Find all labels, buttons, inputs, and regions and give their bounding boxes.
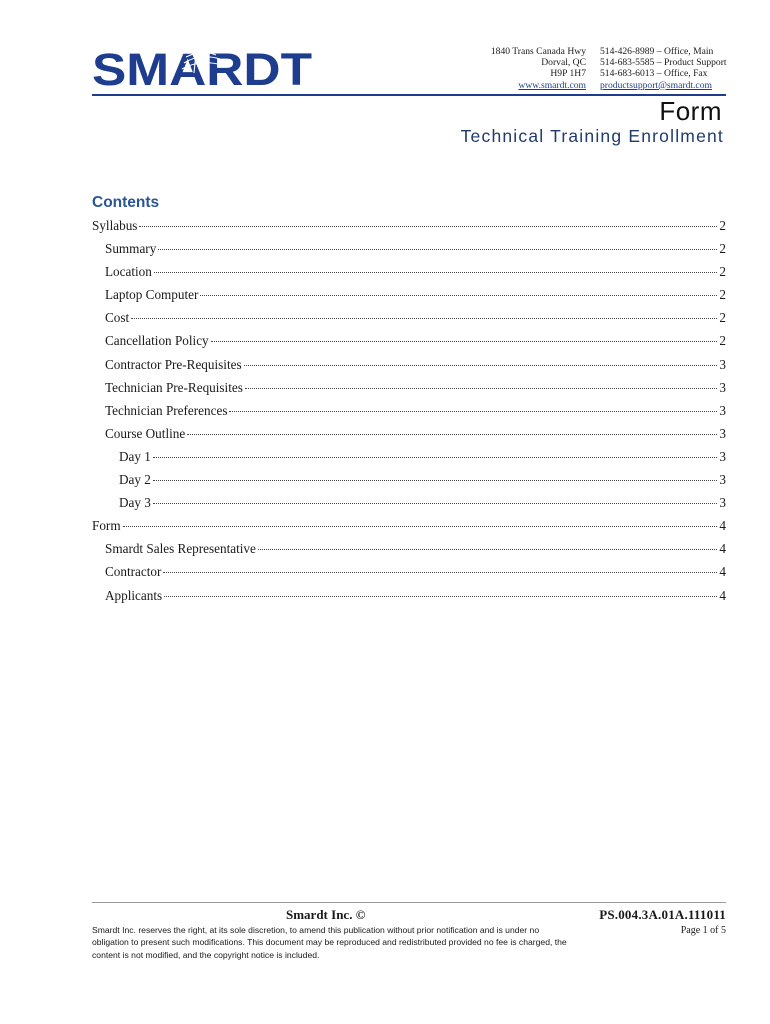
toc-page-number: 3	[719, 472, 726, 488]
toc-page-number: 3	[719, 379, 726, 395]
document-title: Technical Training Enrollment	[460, 126, 724, 146]
toc-entry-day-2[interactable]	[92, 472, 726, 495]
toc-label: Smardt Sales Representative	[105, 541, 256, 557]
toc-label: Contractor Pre-Requisites	[105, 356, 242, 372]
toc-entry-form[interactable]	[92, 518, 726, 541]
phone-support: 514-683-5585 – Product Support	[600, 57, 727, 69]
phone-main: 514-426-8989 – Office, Main	[600, 46, 714, 57]
logo-wordmark: SMARDT	[92, 47, 312, 91]
toc-label: Cancellation Policy	[105, 333, 209, 349]
toc-page-number: 2	[719, 287, 726, 303]
toc-label: Course Outline	[105, 425, 186, 441]
toc-dot-leader	[258, 549, 718, 550]
toc-entry-summary[interactable]	[92, 241, 726, 264]
page-indicator: Page 1 of 5	[680, 925, 726, 936]
toc-page-number: 4	[719, 518, 726, 534]
toc-entry-technician-prerequisites[interactable]	[92, 380, 726, 403]
document-kind: Form	[659, 96, 722, 126]
toc-label: Form	[92, 518, 121, 534]
toc-dot-leader	[187, 434, 717, 435]
toc-label: Laptop Computer	[105, 287, 199, 303]
toc-label: Day 1	[119, 448, 151, 464]
toc-page-number: 2	[719, 264, 726, 280]
address-city: Dorval, QC	[541, 57, 586, 69]
footer-company: Smardt Inc. ©	[286, 907, 366, 922]
toc-entry-location[interactable]	[92, 264, 726, 287]
toc-entry-cost[interactable]	[92, 310, 726, 333]
toc-entry-contractor-prerequisites[interactable]	[92, 357, 726, 380]
toc-page-number: 3	[719, 356, 726, 372]
toc-page-number: 2	[719, 333, 726, 349]
toc-entry-day-3[interactable]	[92, 495, 726, 518]
toc-dot-leader	[139, 226, 717, 227]
table-of-contents	[92, 218, 726, 611]
toc-entry-contractor[interactable]	[92, 564, 726, 587]
toc-page-number: 4	[719, 587, 726, 603]
header-divider	[92, 94, 726, 96]
toc-entry-applicants[interactable]	[92, 588, 726, 611]
website-link[interactable]: www.smardt.com	[518, 79, 586, 91]
toc-label: Location	[105, 264, 152, 280]
toc-dot-leader	[211, 341, 718, 342]
toc-dot-leader	[153, 503, 718, 504]
toc-dot-leader	[131, 318, 717, 319]
toc-page-number: 2	[719, 241, 726, 257]
toc-label: Day 3	[119, 495, 151, 511]
toc-label: Summary	[105, 241, 157, 257]
logo-graphic	[92, 47, 314, 91]
toc-dot-leader	[158, 249, 717, 250]
toc-entry-laptop-computer[interactable]	[92, 287, 726, 310]
toc-entry-course-outline[interactable]	[92, 426, 726, 449]
smardt-logo	[92, 47, 314, 91]
toc-dot-leader	[200, 295, 717, 296]
footer-divider	[92, 902, 726, 903]
address-street: 1840 Trans Canada Hwy	[490, 46, 586, 57]
toc-label: Contractor	[105, 564, 162, 580]
toc-label: Syllabus	[92, 218, 138, 233]
toc-entry-sales-representative[interactable]	[92, 541, 726, 564]
toc-page-number: 2	[719, 310, 726, 326]
toc-dot-leader	[153, 457, 718, 458]
toc-page-number: 4	[719, 564, 726, 580]
toc-entry-cancellation-policy[interactable]	[92, 333, 726, 356]
company-contacts	[600, 46, 727, 91]
support-email-link[interactable]: productsupport@smardt.com	[600, 79, 712, 91]
toc-entry-day-1[interactable]	[92, 449, 726, 472]
toc-dot-leader	[245, 388, 718, 389]
company-address	[491, 46, 586, 91]
toc-page-number: 4	[719, 541, 726, 557]
document-number: PS.004.3A.01A.111011	[599, 907, 726, 922]
toc-label: Technician Pre-Requisites	[105, 379, 243, 395]
contents-heading: Contents	[92, 194, 160, 211]
toc-entry-technician-preferences[interactable]	[92, 403, 726, 426]
toc-page-number: 3	[719, 402, 726, 418]
phone-fax: 514-683-6013 – Office, Fax	[600, 68, 708, 80]
toc-dot-leader	[123, 526, 718, 527]
toc-page-number: 3	[719, 425, 726, 441]
toc-label: Cost	[105, 310, 130, 326]
toc-dot-leader	[229, 411, 717, 412]
toc-dot-leader	[164, 596, 717, 597]
address-postal: H9P 1H7	[550, 68, 586, 80]
toc-page-number: 3	[719, 495, 726, 511]
toc-label: Day 2	[119, 472, 151, 488]
copyright-notice: Smardt Inc. reserves the right, at its sole discretion, to amend this publication without prior notification and is under no obligation to present such modifications. This document may be reproduced and redistributed provided no fee is charged, the content is not modified, and the copyright notice is included.	[92, 925, 567, 960]
toc-dot-leader	[163, 572, 717, 573]
toc-dot-leader	[154, 272, 718, 273]
toc-label: Technician Preferences	[105, 402, 228, 418]
toc-entry-syllabus[interactable]	[92, 218, 726, 241]
toc-dot-leader	[153, 480, 718, 481]
toc-dot-leader	[244, 365, 718, 366]
toc-label: Applicants	[105, 587, 163, 603]
toc-page-number: 3	[719, 448, 726, 464]
toc-page-number: 2	[719, 218, 726, 233]
